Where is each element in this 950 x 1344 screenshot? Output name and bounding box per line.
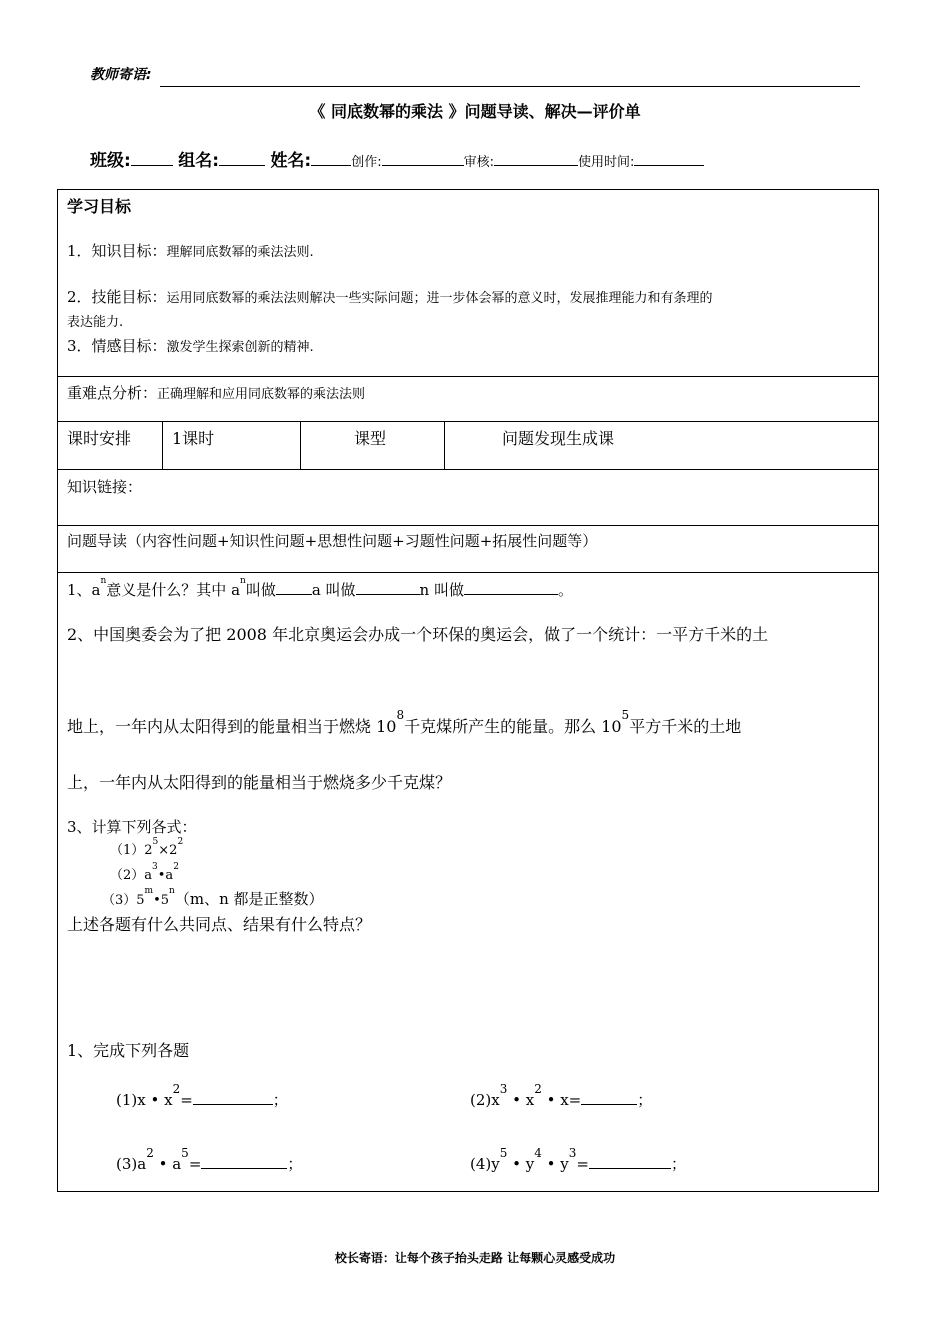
q1-exponent-2: n — [240, 576, 246, 586]
p2-b: • x — [507, 1091, 535, 1109]
group-blank[interactable] — [219, 149, 265, 166]
guide-label: 问题导读（内容性问题+知识性问题+思想性问题+习题性问题+拓展性问题等） — [67, 532, 598, 550]
row-divider — [58, 421, 878, 422]
q3-e2-sup1: 3 — [152, 862, 158, 872]
p2-a: (2)x — [470, 1091, 500, 1109]
worksheet-table — [57, 189, 879, 1192]
exercise-answer-3[interactable] — [201, 1152, 287, 1169]
q2-exponent-1: 8 — [396, 708, 405, 722]
q3-expr-1 — [110, 839, 183, 858]
exercise-label: 1、完成下列各题 — [67, 1041, 190, 1060]
p4-c: • y — [541, 1155, 569, 1173]
row-divider — [58, 469, 878, 470]
q1-text-d: n 叫做 — [419, 581, 464, 599]
p4-d: = — [576, 1155, 589, 1173]
objectives-heading: 学习目标 — [67, 197, 132, 216]
class-blank[interactable] — [131, 149, 173, 166]
info-row — [90, 146, 704, 171]
row-divider — [58, 572, 878, 573]
objective-3 — [67, 335, 314, 356]
p1-a: (1)x • x — [116, 1091, 173, 1109]
teacher-note-label: 教师寄语: — [90, 67, 152, 83]
knowledge-link-label: 知识链接： — [67, 478, 143, 496]
class-label: 班级: — [90, 151, 131, 171]
objective-2-label: 2．技能目标： — [67, 288, 167, 306]
teacher-note-line — [160, 86, 860, 87]
p1-sup: 2 — [172, 1082, 181, 1096]
question-2-line-3: 上，一年内从太阳得到的能量相当于燃烧多少千克煤？ — [67, 773, 452, 792]
q3-e1-sup1: 5 — [152, 837, 159, 847]
p2-sup1: 3 — [499, 1082, 508, 1096]
question-2-line-1: 2、中国奥委会为了把 2008 年北京奥运会办成一个环保的奥运会，做了一个统计：一平方千米的土 — [67, 625, 769, 644]
exercise-problem-1 — [116, 1082, 288, 1110]
author-blank[interactable] — [382, 149, 464, 166]
col-divider — [444, 421, 445, 469]
p3-sup2: 5 — [181, 1146, 189, 1160]
q3-e3-sup2: n — [169, 886, 175, 896]
q1-blank-3[interactable] — [464, 578, 558, 595]
objective-1 — [67, 240, 314, 261]
q3-e2-sup2: 2 — [173, 862, 179, 872]
q3-question: 上述各题有什么共同点、结果有什么特点？ — [67, 915, 372, 934]
q3-e3-sup1: m — [144, 886, 154, 896]
exercise-answer-2[interactable] — [581, 1088, 637, 1105]
q3-expr-3 — [102, 888, 324, 909]
p2-end: ； — [637, 1091, 653, 1109]
p3-c: = — [188, 1155, 202, 1173]
q3-e2-a: （2）a — [110, 868, 153, 883]
q3-expr-2 — [110, 864, 179, 883]
q3-e3-b: •5 — [153, 893, 170, 908]
q3-e1-b: ×2 — [158, 843, 178, 858]
schedule-value: 1课时 — [172, 429, 215, 448]
question-2-line-2 — [67, 708, 742, 737]
lesson-type-label: 课型 — [354, 429, 387, 448]
p4-sup3: 3 — [568, 1146, 577, 1160]
objective-3-text: 激发学生探索创新的精神. — [166, 340, 314, 355]
key-points-label: 重难点分析： — [67, 384, 158, 402]
key-points — [67, 382, 365, 403]
author-label: 创作: — [351, 155, 382, 170]
q2-line2-b: 千克煤所产生的能量。那么 10 — [404, 717, 622, 736]
q1-text-b: 叫做 — [245, 581, 276, 599]
p3-sup1: 2 — [146, 1146, 154, 1160]
p2-sup2: 2 — [534, 1082, 542, 1096]
q2-line2-a: 地上，一年内从太阳得到的能量相当于燃烧 10 — [67, 717, 397, 736]
q1-blank-1[interactable] — [276, 578, 312, 595]
p3-b: • a — [153, 1155, 182, 1173]
name-label: 姓名: — [270, 151, 312, 171]
exercise-problem-2 — [470, 1082, 653, 1110]
objective-2-text: 运用同底数幂的乘法法则解决一些实际问题；进一步体会幂的意义时，发展推理能力和有条理的 — [166, 291, 713, 306]
objective-3-label: 3．情感目标： — [67, 337, 167, 355]
objective-2-cont: 表达能力. — [67, 315, 124, 330]
q2-exponent-2: 5 — [621, 708, 630, 722]
question-1 — [67, 578, 573, 600]
name-blank[interactable] — [311, 149, 351, 166]
col-divider — [300, 421, 301, 469]
q3-e1-a: （1）2 — [110, 843, 153, 858]
p4-b: • y — [507, 1155, 535, 1173]
q3-e1-sup2: 2 — [177, 837, 184, 847]
lesson-type-value: 问题发现生成课 — [502, 429, 615, 448]
schedule-label: 课时安排 — [67, 429, 132, 448]
key-points-text: 正确理解和应用同底数幂的乘法法则 — [157, 387, 366, 402]
q2-line2-c: 平方千米的土地 — [629, 717, 742, 736]
page-title: 《 同底数幂的乘法 》问题导读、解决—评价单 — [309, 102, 641, 121]
exercise-problem-3 — [116, 1146, 303, 1174]
p4-a: (4)y — [470, 1155, 500, 1173]
objective-1-label: 1．知识目标： — [67, 242, 167, 260]
q1-blank-2[interactable] — [356, 578, 420, 595]
reviewer-blank[interactable] — [494, 149, 578, 166]
group-label: 组名: — [178, 151, 220, 171]
q3-e2-b: •a — [157, 868, 174, 883]
p2-c: • x= — [541, 1091, 582, 1109]
time-blank[interactable] — [634, 149, 704, 166]
time-label: 使用时间: — [578, 155, 635, 170]
p4-sup2: 4 — [534, 1146, 542, 1160]
p4-end: ； — [670, 1155, 686, 1173]
q1-text-c: a 叫做 — [311, 581, 356, 599]
q1-text-a: 意义是什么？其中 a — [106, 581, 241, 599]
p1-b: = — [180, 1091, 193, 1109]
exercise-problem-4 — [470, 1146, 686, 1174]
objective-2 — [67, 286, 713, 307]
q1-prefix: 1、a — [67, 581, 101, 599]
q3-e3-c: （m、n 都是正整数） — [174, 890, 324, 908]
objective-1-text: 理解同底数幂的乘法法则. — [166, 245, 314, 260]
exercise-answer-1[interactable] — [193, 1088, 273, 1105]
row-divider — [58, 376, 878, 377]
exercise-answer-4[interactable] — [589, 1152, 671, 1169]
p4-sup1: 5 — [499, 1146, 508, 1160]
question-3-label: 3、计算下列各式： — [67, 818, 197, 836]
col-divider — [162, 421, 163, 469]
p1-end: ； — [272, 1091, 288, 1109]
q1-exponent: n — [100, 576, 107, 586]
principal-message: 校长寄语：让每个孩子抬头走路 让每颗心灵感受成功 — [334, 1251, 616, 1265]
p3-a: (3)a — [116, 1155, 147, 1173]
q1-end: 。 — [557, 581, 573, 599]
p3-end: ； — [287, 1155, 303, 1173]
reviewer-label: 审核: — [463, 155, 495, 170]
q3-e3-a: （3）5 — [102, 893, 145, 908]
row-divider — [58, 525, 878, 526]
